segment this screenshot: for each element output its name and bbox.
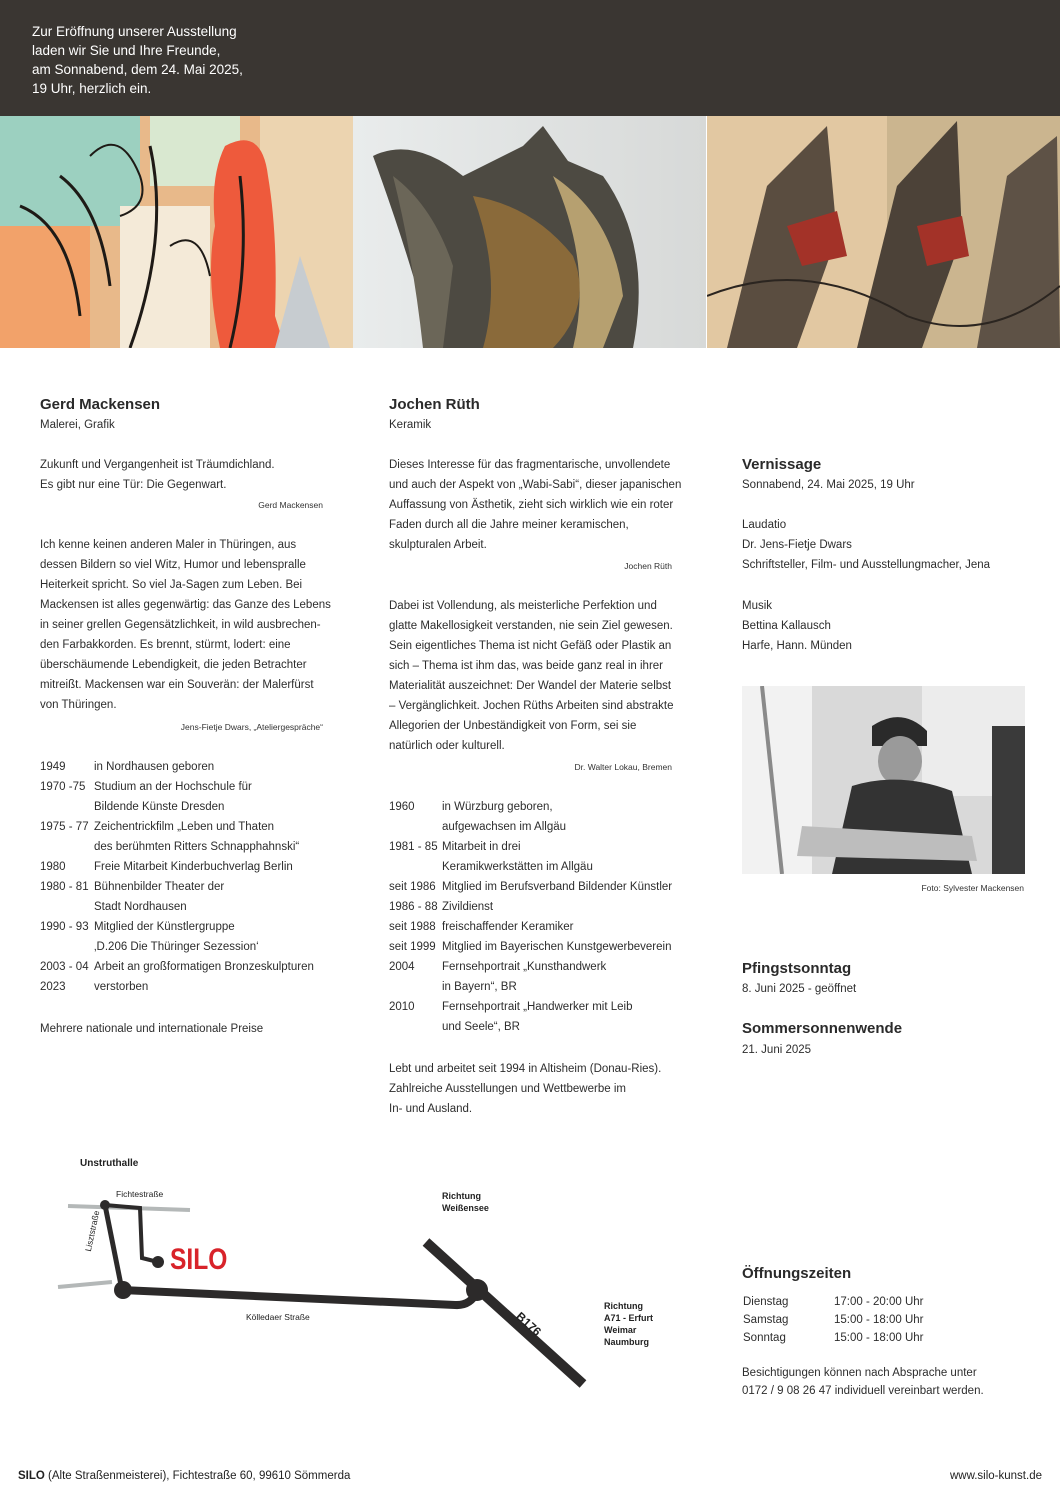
opening-day: Samstag <box>743 1314 789 1326</box>
bio-entry: Bildende Künste Dresden <box>94 801 225 813</box>
bio-year: 1990 - 93 <box>40 921 89 933</box>
bio-entry: des berühmten Ritters Schnapphahnski“ <box>94 841 300 853</box>
ceramic-image <box>353 116 706 348</box>
bio-entry: freischaffender Keramiker <box>442 921 574 933</box>
map-label: Weißensee <box>442 1203 489 1213</box>
bio-year: 1980 - 81 <box>40 881 89 893</box>
bio-entry: Mitglied im Berufsverband Bildender Künstler <box>442 881 673 893</box>
bio-year: 1980 <box>40 861 66 873</box>
opening-day: Dienstag <box>743 1296 789 1308</box>
bio-entry: aufgewachsen im Allgäu <box>442 821 567 833</box>
drawing-image <box>707 116 1060 348</box>
quote-line: natürlich oder kulturell. <box>389 740 505 752</box>
quote-line: glatte Makellosigkeit verstanden, nie sein Ziel gewesen. <box>389 620 673 632</box>
vernissage-date: Sonnabend, 24. Mai 2025, 19 Uhr <box>742 479 915 491</box>
quote-line: überschäumende Lebendigkeit, die jeden Betrachter <box>40 659 307 671</box>
photo-credit: Foto: Sylvester Mackensen <box>921 883 1024 893</box>
quote-line: Heiterkeit spricht. So viel Ja-Sagen zum Leben. Bei <box>40 579 303 591</box>
bio-year: 2023 <box>40 981 66 993</box>
bio-entry: Arbeit an großformatigen Bronzeskulpturen <box>94 961 314 973</box>
quote-line: Dieses Interesse für das fragmentarische, unvollendete <box>389 459 671 471</box>
bio-entry: Freie Mitarbeit Kinderbuchverlag Berlin <box>94 861 293 873</box>
quote-line: sich – Thema ist ihm das, was beide ganz real in ihrer <box>389 660 664 672</box>
bio-entry: in Würzburg geboren, <box>442 801 553 813</box>
bio-year: 1986 - 88 <box>389 901 438 913</box>
laudatio-name: Dr. Jens-Fietje Dwars <box>742 539 852 551</box>
map-label: Unstruthalle <box>80 1158 139 1169</box>
opening-day: Sonntag <box>743 1332 786 1344</box>
bio-entry: ‚D.206 Die Thüringer Sezession‘ <box>94 941 259 953</box>
laudatio-role: Schriftsteller, Film- und Ausstellungmacher, Jena <box>742 559 991 571</box>
bio-entry: in Nordhausen geboren <box>94 761 215 773</box>
bio-entry: und Seele“, BR <box>442 1021 520 1033</box>
invitation-line: laden wir Sie und Ihre Freunde, <box>32 43 221 58</box>
bio-year: 2004 <box>389 961 415 973</box>
quote-line: Zukunft und Vergangenheit ist Träumdichland. <box>40 459 275 471</box>
opening-time: 15:00 - 18:00 Uhr <box>834 1314 924 1326</box>
map-label: B176 <box>513 1309 544 1339</box>
quote-line: Auffassung von Ästhetik, zieht sich wirklich wie ein roter <box>389 499 674 511</box>
quote-line: Sein eigentliches Thema ist nicht Gefäß oder Plastik an <box>389 640 672 652</box>
quote-line: Allegorien der Unbeständigkeit von Form, sei sie <box>389 720 637 732</box>
quote-line: dessen Bildern so viel Witz, Humor und lebenspralle <box>40 559 306 571</box>
venue-details: (Alte Straßenmeisterei), Fichtestraße 60, 99610 Sömmerda <box>44 1470 351 1482</box>
bio-entry: in Bayern“, BR <box>442 981 517 993</box>
vernissage-title: Vernissage <box>742 456 822 473</box>
map-label: A71 - Erfurt <box>604 1313 654 1323</box>
artist-discipline: Keramik <box>389 419 432 431</box>
laudatio-label: Laudatio <box>742 519 787 531</box>
closing-line: In- und Ausland. <box>389 1103 473 1115</box>
bio-year: 1960 <box>389 801 415 813</box>
invitation-line: am Sonnabend, dem 24. Mai 2025, <box>32 62 243 77</box>
quote-line: Mackensen ist alles gegenwärtig: das Ganze des Lebens <box>40 599 331 611</box>
quote-line: in seiner grellen Gegensätzlichkeit, in wild ausbrechen- <box>40 619 321 631</box>
artist-discipline: Malerei, Grafik <box>40 419 115 431</box>
music-name: Bettina Kallausch <box>742 620 831 632</box>
awards-text: Mehrere nationale und internationale Preise <box>40 1023 264 1035</box>
bio-year: seit 1999 <box>389 941 436 953</box>
bio-year: 2003 - 04 <box>40 961 89 973</box>
quote-line: Faden durch all die Jahre meiner keramischen, <box>389 519 629 531</box>
silo-map-marker: SILO <box>170 1243 228 1276</box>
map-label: Richtung <box>442 1191 481 1201</box>
event-detail: 21. Juni 2025 <box>742 1044 812 1056</box>
opening-time: 17:00 - 20:00 Uhr <box>834 1296 924 1308</box>
event-detail: 8. Juni 2025 - geöffnet <box>742 983 857 995</box>
bio-entry: Zivildienst <box>442 901 494 913</box>
bio-entry: Mitarbeit in drei <box>442 841 521 853</box>
quote-line: skulpturalen Arbeit. <box>389 539 487 551</box>
quote-line: Ich kenne keinen anderen Maler in Thüringen, aus <box>40 539 297 551</box>
bio-entry: Fernsehportrait „Kunsthandwerk <box>442 961 607 973</box>
bio-year: 1949 <box>40 761 66 773</box>
painting-image <box>0 116 353 348</box>
music-label: Musik <box>742 600 773 612</box>
invitation-line: Zur Eröffnung unserer Ausstellung <box>32 24 237 39</box>
bio-year: 1975 - 77 <box>40 821 89 833</box>
bio-entry: Zeichentrickfilm „Leben und Thaten <box>94 821 275 833</box>
map-label: Naumburg <box>604 1337 649 1347</box>
map-label: Fichtestraße <box>116 1189 164 1199</box>
invitation-line: 19 Uhr, herzlich ein. <box>32 81 152 96</box>
appointment-note: 0172 / 9 08 26 47 individuell vereinbart werden. <box>742 1385 984 1397</box>
artist-name: Gerd Mackensen <box>40 396 161 413</box>
quote-line: von Thüringen. <box>40 699 117 711</box>
quote-source: Gerd Mackensen <box>258 500 323 510</box>
bio-year: 1970 -75 <box>40 781 86 793</box>
location-map <box>0 1150 700 1410</box>
music-role: Harfe, Hann. Münden <box>742 640 852 652</box>
bio-entry: verstorben <box>94 981 149 993</box>
appointment-note: Besichtigungen können nach Absprache unter <box>742 1367 977 1379</box>
closing-line: Lebt und arbeitet seit 1994 in Altisheim (Donau-Ries). <box>389 1063 662 1075</box>
website-link[interactable]: www.silo-kunst.de <box>949 1470 1042 1482</box>
opening-hours-title: Öffnungszeiten <box>742 1265 852 1282</box>
event-title: Sommersonnenwende <box>742 1020 903 1037</box>
closing-line: Zahlreiche Ausstellungen und Wettbewerbe im <box>389 1083 626 1095</box>
bio-entry: Fernsehportrait „Handwerker mit Leib <box>442 1001 633 1013</box>
map-label: Kölledaer Straße <box>246 1312 310 1322</box>
map-label: Lisztstraße <box>82 1209 102 1253</box>
bio-year: 2010 <box>389 1001 415 1013</box>
map-label: Richtung <box>604 1301 643 1311</box>
bio-year: seit 1988 <box>389 921 436 933</box>
quote-line: und auch der Aspekt von „Wabi-Sabi“, dieser japanischen <box>389 479 682 491</box>
event-title: Pfingstsonntag <box>742 960 852 977</box>
map-label: Weimar <box>604 1325 637 1335</box>
bio-entry: Stadt Nordhausen <box>94 901 187 913</box>
quote-line: – Vergänglichkeit. Jochen Rüths Arbeiten sind abstrakte <box>389 700 674 712</box>
quote-line: mitreißt. Mackensen war ein Souverän: der Malerfürst <box>40 679 314 691</box>
artwork-strip <box>0 116 1060 348</box>
bio-year: 1981 - 85 <box>389 841 438 853</box>
opening-time: 15:00 - 18:00 Uhr <box>834 1332 924 1344</box>
quote-source: Jens-Fietje Dwars, „Ateliergespräche“ <box>180 722 323 732</box>
bio-entry: Mitglied der Künstlergruppe <box>94 921 235 933</box>
bio-entry: Keramikwerkstätten im Allgäu <box>442 861 593 873</box>
quote-line: Es gibt nur eine Tür: Die Gegenwart. <box>40 479 227 491</box>
quote-source: Dr. Walter Lokau, Bremen <box>574 762 672 772</box>
venue-name: SILO <box>18 1470 45 1482</box>
bio-year: seit 1986 <box>389 881 436 893</box>
quote-line: Dabei ist Vollendung, als meisterliche Perfektion und <box>389 600 657 612</box>
bio-entry: Studium an der Hochschule für <box>94 781 252 793</box>
artist-name: Jochen Rüth <box>389 396 480 413</box>
quote-source: Jochen Rüth <box>624 561 672 571</box>
quote-line: den Farbakkorden. Es brennt, stürmt, lodert: eine <box>40 639 291 651</box>
quote-line: Materialität auszeichnet: Der Wandel der Materie selbst <box>389 680 672 692</box>
bio-entry: Bühnenbilder Theater der <box>94 881 225 893</box>
artist-portrait-photo <box>742 686 1025 874</box>
invitation-header <box>0 0 1060 116</box>
venue-address <box>18 1470 350 1482</box>
bio-entry: Mitglied im Bayerischen Kunstgewerbeverein <box>442 941 672 953</box>
